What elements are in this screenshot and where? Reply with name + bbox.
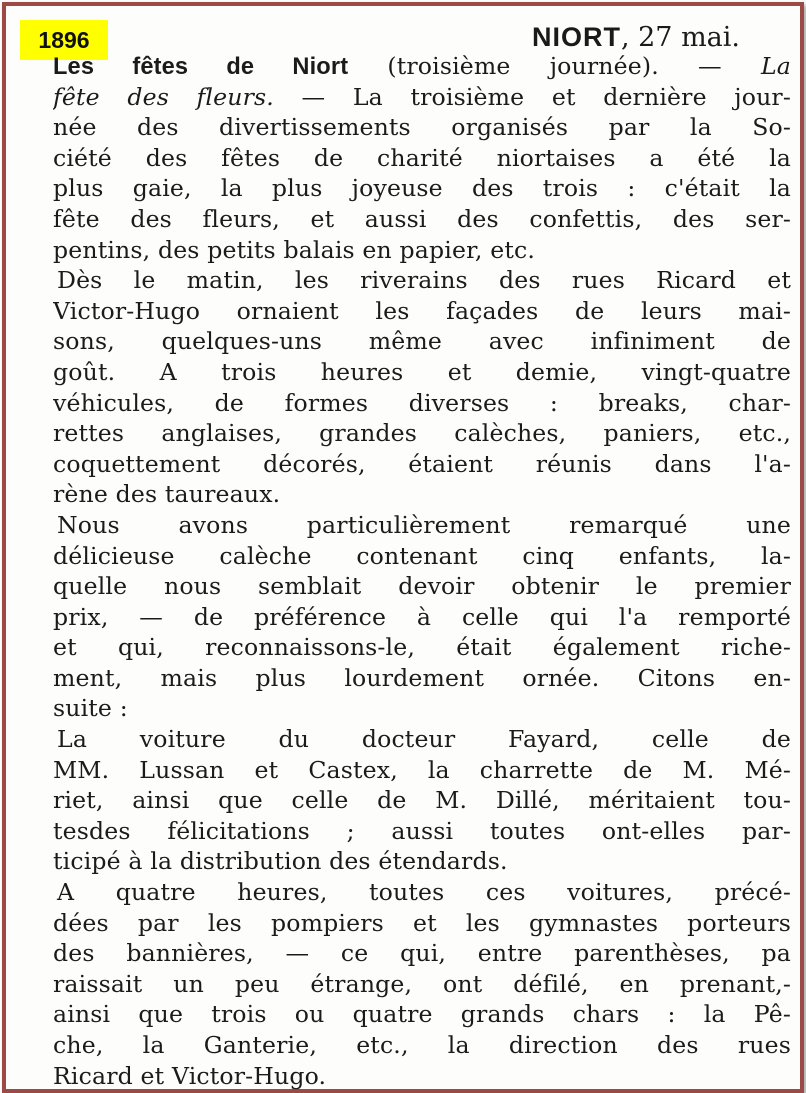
article-line: plus gaie, la plus joyeuse des trois : c'était la [53,174,791,203]
article-line: Ricard et Victor-Hugo. [53,1061,327,1090]
year-badge: 1896 [20,20,108,60]
article-line: rène des taureaux. [53,480,281,509]
article-line: dées par les pompiers et les gymnastes porteurs [53,908,791,937]
article-line: raissait un peu étrange, ont défilé, en prenant,- [53,969,791,998]
article-line: des bannières, — ce qui, entre parenthèses, pa [53,939,791,968]
article-title: Les fêtes de Niort [53,54,349,80]
article-line: coquettement décorés, étaient réunis dans l'a- [53,449,791,478]
article-line: Victor-Hugo ornaient les façades de leurs mai- [53,296,791,325]
article-line: pentins, des petits balais en papier, etc. [53,235,535,264]
article-line: quelle nous semblait devoir obtenir le premier [53,572,791,601]
article-line: née des divertissements organisés par la So- [53,113,791,142]
article-line: prix, — de préférence à celle qui l'a remporté [53,602,791,631]
article-line: sons, quelques-uns même avec infiniment de [53,327,791,356]
article-line: véhicules, de formes diverses : breaks, char- [53,388,791,417]
article-line: La voiture du docteur Fayard, celle de [57,725,791,754]
article-line: tesdes félicitations ; aussi toutes ont-elles par- [53,816,791,845]
article-line: Nous avons particulièrement remarqué une [57,510,791,539]
article-line: goût. A trois heures et demie, vingt-quatre [53,357,791,386]
article-line: ment, mais plus lourdement ornée. Citons en- [53,663,791,692]
article-line: riet, ainsi que celle de M. Dillé, méritaient tou- [53,786,791,815]
article-body [53,51,791,1091]
article-line: suite : [53,694,128,723]
article-line: fête des fleurs, et aussi des confettis, des ser- [53,204,791,233]
article-line: A quatre heures, toutes ces voitures, précé- [57,878,791,907]
article-line: MM. Lussan et Castex, la charrette de M. Mé- [53,755,791,784]
dateline [532,22,740,53]
article-line: ticipé à la distribution des étendards. [53,847,508,876]
article-line: ainsi que trois ou quatre grands chars : la Pê- [53,1000,791,1029]
dateline-date: , 27 mai. [620,22,740,53]
article-line: fête des fleurs. — La troisième et dernière jour- [53,82,791,111]
article-line: Les fêtes de Niort (troisième journée). — La [53,52,791,80]
article-line: délicieuse calèche contenant cinq enfants, la- [53,541,791,570]
article-line: Dès le matin, les riverains des rues Ricard et [57,266,791,295]
dateline-city: NIORT [531,22,621,52]
article-line: ciété des fêtes de charité niortaises a été la [53,143,791,172]
article-line: et qui, reconnaissons-le, était également riche- [53,633,791,662]
article-line: rettes anglaises, grandes calèches, paniers, etc., [53,419,791,448]
article-line: che, la Ganterie, etc., la direction des rues [53,1031,791,1059]
